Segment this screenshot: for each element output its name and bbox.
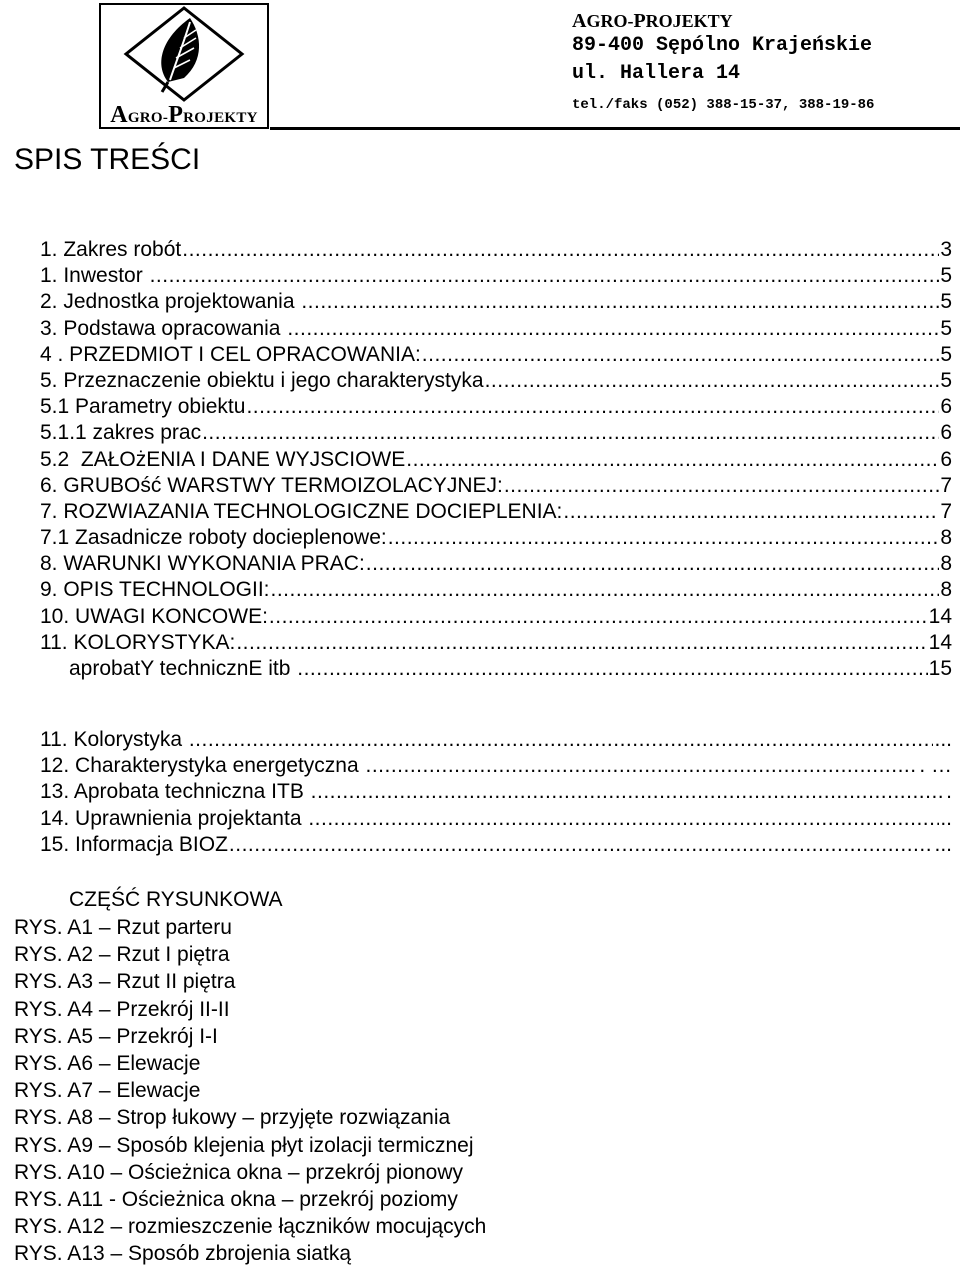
toc-entry-page: ... bbox=[934, 728, 952, 751]
toc-entry-page: 6 bbox=[940, 395, 952, 419]
toc-entry-page: 15 bbox=[928, 657, 952, 680]
drawing-list-item: RYS. A13 – Sposób zbrojenia siatką bbox=[14, 1242, 351, 1266]
drawings-list bbox=[14, 914, 486, 1267]
toc-entry-label: 10. UWAGI KONCOWE: bbox=[40, 604, 268, 628]
toc-entry-label: 5.1 Parametry obiektu bbox=[40, 395, 246, 419]
toc-entry-label: 5. Przeznaczenie obiektu i jego charakterystyka bbox=[40, 368, 484, 392]
toc-entry-page: 5 bbox=[940, 342, 952, 366]
toc-entry[interactable] bbox=[40, 420, 952, 446]
toc-entry-label: aprobatY technicznE itb bbox=[69, 657, 297, 680]
toc-leader-dots bbox=[246, 394, 939, 420]
page-title: SPIS TREŚCI bbox=[14, 143, 201, 176]
toc-leader-dots bbox=[308, 806, 939, 832]
toc-entry[interactable] bbox=[40, 289, 952, 315]
toc-leader-dots bbox=[287, 316, 939, 342]
toc-entry[interactable] bbox=[40, 342, 952, 368]
drawing-list-item: RYS. A8 – Strop łukowy – przyjęte rozwiązania bbox=[14, 1106, 451, 1130]
parts-heading: CZĘŚĆ RYSUNKOWA bbox=[69, 888, 283, 911]
toc-leader-dots bbox=[150, 263, 940, 289]
toc-entry-label: 12. Charakterystyka energetyczna bbox=[40, 754, 365, 778]
toc-leader-dots bbox=[182, 237, 939, 263]
toc-entry-page: 8 bbox=[940, 552, 952, 576]
toc-entry-page: ... bbox=[934, 832, 952, 856]
company-header bbox=[572, 10, 874, 122]
toc-entry-label: 1. Inwestor bbox=[40, 264, 149, 288]
toc-entry[interactable] bbox=[40, 499, 952, 525]
address-street: ul. Hallera 14 bbox=[572, 62, 741, 85]
table-of-contents-appendix bbox=[40, 727, 952, 858]
toc-entry-page: 7 bbox=[940, 473, 952, 497]
toc-entry-label: 1. Zakres robót bbox=[40, 238, 182, 261]
toc-leader-dots bbox=[189, 727, 934, 753]
toc-entry-page: 6 bbox=[940, 421, 952, 445]
toc-entry[interactable] bbox=[40, 551, 952, 577]
toc-entry-page: 5 bbox=[940, 316, 952, 340]
toc-leader-dots bbox=[301, 289, 939, 315]
toc-entry-page: 14 bbox=[928, 604, 952, 628]
toc-entry-label: 3. Podstawa opracowania bbox=[40, 316, 287, 340]
toc-leader-dots bbox=[269, 604, 928, 630]
company-logo bbox=[98, 2, 270, 130]
toc-leader-dots bbox=[504, 473, 939, 499]
toc-entry-label: 4 . PRZEDMIOT I CEL OPRACOWANIA: bbox=[40, 342, 421, 366]
toc-entry[interactable] bbox=[40, 727, 952, 753]
toc-leader-dots bbox=[422, 342, 940, 368]
toc-entry-page: 5 bbox=[940, 290, 952, 314]
drawing-list-item: RYS. A1 – Rzut parteru bbox=[14, 916, 232, 939]
toc-entry[interactable] bbox=[40, 779, 952, 805]
toc-entry-page: 14 bbox=[928, 630, 952, 654]
toc-leader-dots bbox=[311, 779, 945, 805]
toc-leader-dots bbox=[388, 525, 940, 551]
toc-entry-label: 11. Kolorystyka bbox=[40, 728, 188, 751]
header-divider bbox=[270, 127, 960, 130]
toc-entry-label: 15. Informacja BIOZ bbox=[40, 832, 228, 856]
toc-entry-page: .. bbox=[940, 806, 952, 830]
toc-entry-page: 6 bbox=[940, 447, 952, 471]
toc-entry-label: 6. GRUBOść WARSTWY TERMOIZOLACYJNEJ: bbox=[40, 473, 503, 497]
toc-leader-dots bbox=[236, 630, 927, 656]
toc-leader-dots bbox=[485, 368, 940, 394]
toc-entry-label: 7.1 Zasadnicze roboty docieplenowe: bbox=[40, 526, 387, 550]
toc-entry-page: 3 bbox=[940, 238, 952, 261]
toc-entry-label: 14. Uprawnienia projektanta bbox=[40, 806, 308, 830]
toc-entry-page: 5 bbox=[940, 264, 952, 288]
toc-leader-dots bbox=[366, 753, 919, 779]
toc-leader-dots bbox=[271, 577, 940, 603]
drawing-list-item: RYS. A3 – Rzut II piętra bbox=[14, 970, 236, 994]
toc-entry[interactable] bbox=[40, 368, 952, 394]
toc-leader-dots bbox=[366, 551, 940, 577]
toc-entry-page: 8 bbox=[940, 526, 952, 550]
toc-entry[interactable] bbox=[40, 394, 952, 420]
toc-entry-page: 7 bbox=[940, 499, 952, 523]
toc-entry-label: 8. WARUNKI WYKONANIA PRAC: bbox=[40, 552, 365, 576]
toc-entry-label: 5.2 ZAŁOżENIA I DANE WYJSCIOWE bbox=[40, 447, 406, 471]
toc-entry[interactable] bbox=[40, 447, 952, 473]
drawing-list-item: RYS. A11 - Ościeżnica okna – przekrój poziomy bbox=[14, 1187, 458, 1211]
toc-entry-page: 8 bbox=[940, 578, 952, 602]
toc-entry[interactable] bbox=[40, 237, 952, 263]
toc-entry-page: . bbox=[946, 780, 952, 804]
toc-entry-page: . … bbox=[919, 754, 952, 778]
toc-leader-dots bbox=[229, 832, 934, 858]
toc-leader-dots bbox=[563, 499, 939, 525]
toc-entry-label: 2. Jednostka projektowania bbox=[40, 290, 301, 314]
toc-entry[interactable] bbox=[40, 806, 952, 832]
toc-leader-dots bbox=[297, 656, 927, 682]
toc-entry[interactable] bbox=[40, 630, 952, 656]
phone-line: tel./faks (052) 388-15-37, 388-19-86 bbox=[572, 97, 875, 113]
drawing-list-item: RYS. A2 – Rzut I piętra bbox=[14, 943, 230, 967]
logo-wordmark: AGRO-PROJEKTY bbox=[110, 102, 258, 128]
drawing-list-item: RYS. A7 – Elewacje bbox=[14, 1079, 201, 1103]
toc-leader-dots bbox=[406, 447, 939, 473]
toc-entry[interactable] bbox=[40, 832, 952, 858]
toc-entry[interactable] bbox=[40, 473, 952, 499]
address-city: 89-400 Sępólno Krajeńskie bbox=[572, 34, 873, 57]
toc-entry-label: 11. KOLORYSTYKA: bbox=[40, 630, 236, 654]
toc-entry-label: 13. Aprobata techniczna ITB bbox=[40, 780, 310, 804]
drawing-list-item: RYS. A10 – Ościeżnica okna – przekrój pionowy bbox=[14, 1160, 464, 1184]
toc-entry-page: 5 bbox=[940, 368, 952, 392]
toc-entry[interactable] bbox=[40, 577, 952, 603]
drawing-list-item: RYS. A5 – Przekrój I-I bbox=[14, 1024, 218, 1048]
toc-entry-label: 9. OPIS TECHNOLOGII: bbox=[40, 578, 270, 602]
toc-entry-label: 7. ROZWIAZANIA TECHNOLOGICZNE DOCIEPLENIA: bbox=[40, 499, 563, 523]
toc-entry-label: 5.1.1 zakres prac bbox=[40, 421, 202, 445]
toc-entry[interactable] bbox=[40, 316, 952, 342]
drawing-list-item: RYS. A4 – Przekrój II-II bbox=[14, 997, 230, 1021]
drawing-list-item: RYS. A6 – Elewacje bbox=[14, 1051, 201, 1075]
toc-entry[interactable] bbox=[40, 753, 952, 779]
toc-entry[interactable] bbox=[40, 263, 952, 289]
toc-entry[interactable] bbox=[40, 656, 952, 682]
drawing-list-item: RYS. A9 – Sposób klejenia płyt izolacji termicznej bbox=[14, 1133, 474, 1157]
company-name: AGRO-PROJEKTY bbox=[572, 10, 733, 32]
toc-entry[interactable] bbox=[40, 604, 952, 630]
toc-leader-dots bbox=[202, 420, 939, 446]
table-of-contents bbox=[40, 237, 952, 682]
toc-entry[interactable] bbox=[40, 525, 952, 551]
drawing-list-item: RYS. A12 – rozmieszczenie łączników mocujących bbox=[14, 1215, 487, 1239]
